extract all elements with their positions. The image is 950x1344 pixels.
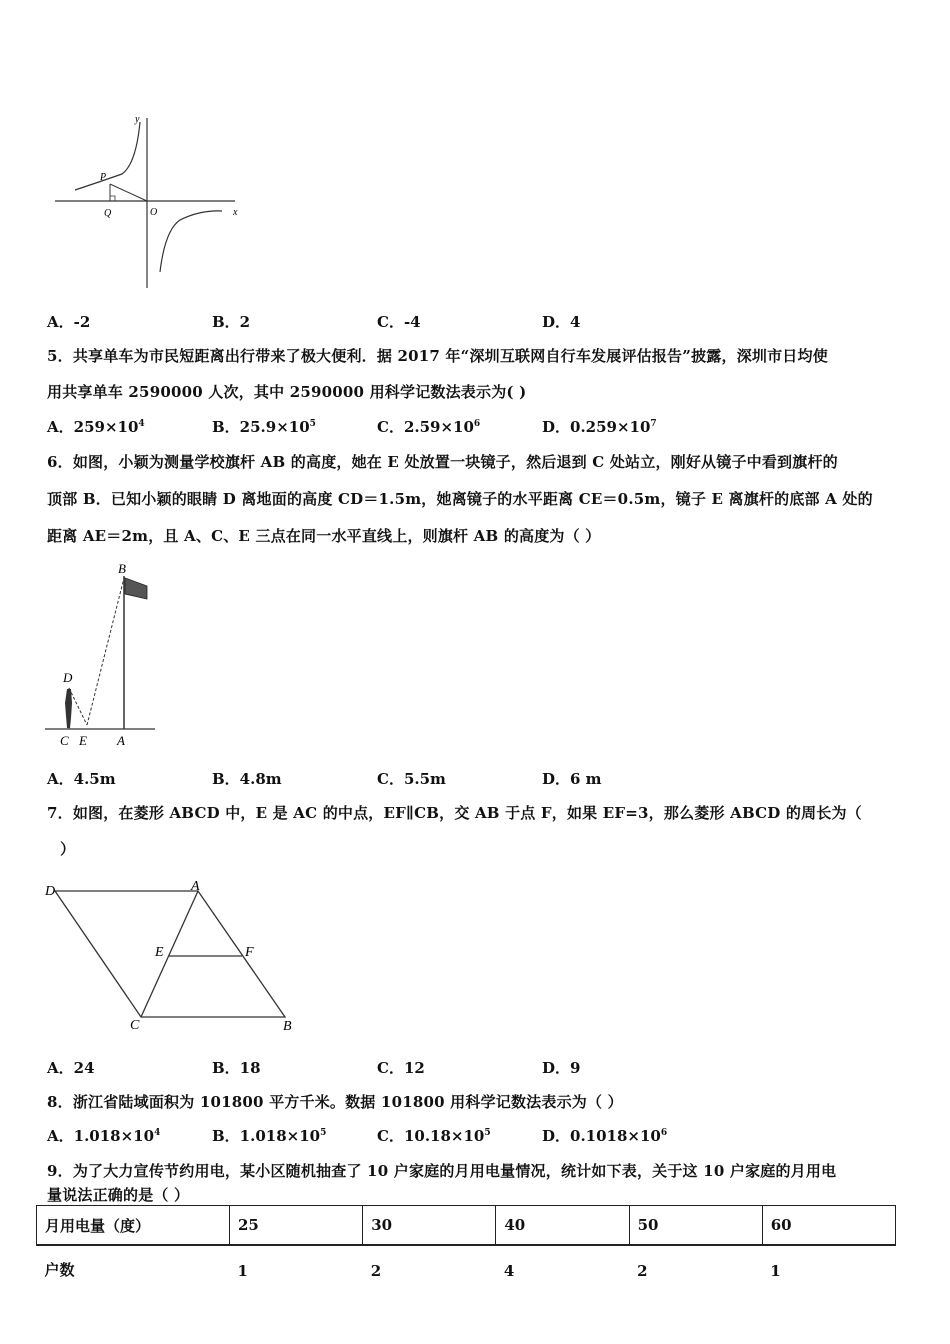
q4-option-d: D．4 [542, 313, 581, 331]
q8-option-d: D．$0.1018\times 10^6$ [542, 1127, 668, 1145]
table-cell: 4 [496, 1245, 629, 1280]
q5-option-b: B．$25.9\times 10^5$ [212, 418, 316, 436]
table-cell: 2 [363, 1245, 496, 1280]
table-cell: 50 [629, 1206, 762, 1246]
label-q: Q [104, 208, 112, 219]
table-cell: 60 [762, 1206, 895, 1246]
q6-option-c: C．5.5m [377, 770, 446, 788]
q8-option-c: C．$10.18\times 10^5$ [377, 1127, 491, 1145]
q8-option-b: B．$1.018\times 10^5$ [212, 1127, 327, 1145]
label-f: F [245, 945, 254, 960]
sight-line-eb [87, 578, 124, 725]
q7-rhombus-figure [40, 875, 305, 1035]
q6-flagpole-figure [40, 558, 170, 753]
hyperbola-branch-lower-right [160, 211, 222, 272]
label-a: A [191, 879, 200, 894]
right-angle-mark [110, 196, 115, 201]
label-c: C [130, 1018, 140, 1033]
q6-stem-line3: 距离 AE＝2m，且 A、C、E 三点在同一水平直线上，则旗杆 AB 的高度为（ ） [47, 527, 601, 545]
q8-option-a: A．$1.018\times 10^4$ [47, 1127, 161, 1145]
segment-po [110, 184, 147, 201]
label-e: E [79, 733, 87, 748]
table-cell: 40 [496, 1206, 629, 1246]
diagonal-ac [141, 891, 198, 1017]
q7-stem-line2: ） [60, 840, 76, 858]
q9-stem-line2: 量说法正确的是（ ） [47, 1186, 190, 1204]
q6-option-d: D．6 m [542, 770, 602, 788]
label-o: O [150, 207, 158, 218]
q6-stem-line2: 顶部 B．已知小颖的眼睛 D 离地面的高度 CD＝1.5m，她离镜子的水平距离 CE＝0.5m，镜子 E 离旗杆的底部 A 处的 [47, 490, 873, 508]
hyperbola-branch-upper-left [75, 122, 140, 190]
q7-stem-line1: 7．如图，在菱形 ABCD 中，E 是 AC 的中点，EF∥CB，交 AB 于点 F，如果 EF=3，那么菱形 ABCD 的周长为（ [47, 804, 862, 822]
label-y: y [135, 114, 140, 125]
table-row [37, 1245, 896, 1280]
q7-option-d: D．9 [542, 1059, 581, 1077]
label-p: P [100, 172, 107, 183]
label-b: B [118, 561, 126, 576]
q6-stem-line1: 6．如图，小颖为测量学校旗杆 AB 的高度，她在 E 处放置一块镜子，然后退到 C 处站立，刚好从镜子中看到旗杆的 [47, 453, 838, 471]
q9-usage-table [36, 1205, 896, 1280]
table-cell: 户数 [37, 1245, 230, 1280]
table-header-row [37, 1206, 896, 1246]
table-cell: 2 [629, 1245, 762, 1280]
q4-option-b: B．2 [212, 313, 251, 331]
q7-option-a: A．24 [47, 1059, 95, 1077]
q5-option-d: D．$0.259\times 10^7$ [542, 418, 657, 436]
q8-stem-line1: 8．浙江省陆域面积为 101800 平方千米。数据 101800 用科学记数法表示为（ ） [47, 1093, 623, 1111]
q4-option-c: C．-4 [377, 313, 421, 331]
q4-option-a: A．-2 [47, 313, 91, 331]
table-cell: 25 [230, 1206, 363, 1246]
table-cell: 月用电量（度） [37, 1206, 230, 1246]
q5-stem-line1: 5．共享单车为市民短距离出行带来了极大便利．据 2017 年“深圳互联网自行车发展评估报告”披露，深圳市日均使 [47, 347, 828, 365]
q9-stem-line1: 9．为了大力宣传节约用电，某小区随机抽查了 10 户家庭的月用电量情况，统计如下表，关于这 10 户家庭的月用电 [47, 1162, 837, 1180]
q5-option-c: C．$2.59\times 10^6$ [377, 418, 481, 436]
label-e: E [155, 945, 164, 960]
q6-option-a: A．4.5m [47, 770, 116, 788]
table-cell: 1 [230, 1245, 363, 1280]
q7-option-c: C．12 [377, 1059, 425, 1077]
q4-hyperbola-figure [50, 112, 250, 292]
table-cell: 30 [363, 1206, 496, 1246]
label-a: A [117, 733, 125, 748]
label-c: C [60, 733, 69, 748]
table-cell: 1 [762, 1245, 895, 1280]
label-x: x [233, 207, 238, 218]
q5-option-a: A．$259\times 10^4$ [47, 418, 145, 436]
label-d: D [45, 884, 56, 899]
q7-option-b: B．18 [212, 1059, 261, 1077]
person-silhouette [65, 689, 72, 728]
q5-stem-line2: 用共享单车 2590000 人次，其中 2590000 用科学记数法表示为( ) [47, 383, 527, 401]
label-d: D [63, 670, 73, 685]
q6-option-b: B．4.8m [212, 770, 282, 788]
flag [125, 578, 147, 599]
label-b: B [283, 1019, 292, 1034]
